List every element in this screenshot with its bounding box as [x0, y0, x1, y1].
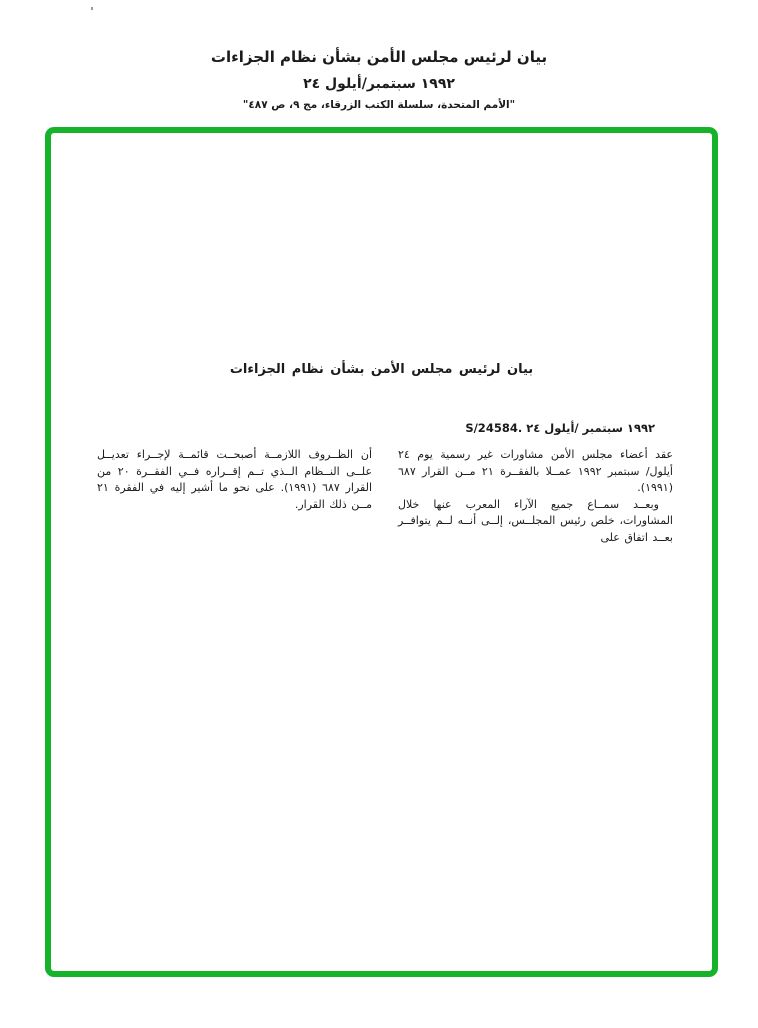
header-title: بيان لرئيس مجلس الأمن بشأن نظام الجزاءات: [210, 48, 548, 66]
document-green-frame: [45, 127, 718, 977]
text-segment: /: [574, 421, 583, 435]
document-body: [97, 447, 673, 546]
header-date-line: [0, 76, 758, 92]
paragraph: وبعــد سمــاع جميع الآراء المعرب عنها خلال المشاورات، خلص رئيس المجلــس، إلــى أنــه لــم يتوافــر بعــد اتفاق على: [398, 497, 673, 544]
text-segment: ١٩٩٢: [622, 421, 655, 435]
document-symbol-date-line: [465, 421, 655, 435]
header-source-citation: "الأمم المتحدة، سلسلة الكتب الزرقاء، مج ٩، ص ٤٨٧": [242, 99, 516, 111]
scan-artifact-dot: [91, 7, 93, 10]
text-segment: أيلول: [544, 421, 575, 435]
text-segment: /: [361, 76, 367, 92]
text-segment: S/24584.: [465, 421, 527, 435]
column-left: [97, 447, 372, 546]
document-title: بيان لرئيس مجلس الأمن بشأن نظام الجزاءات: [229, 362, 534, 377]
text-segment: ٢٤: [526, 421, 545, 435]
text-segment: ٢٤: [303, 76, 326, 92]
paragraph: عقد أعضاء مجلس الأمن مشاورات غير رسمية يوم ٢٤ أيلول/ سبتمبر ١٩٩٢ عمــلا بالفقــرة ٢١ مــن القرار ٦٨٧ (١٩٩١).: [398, 448, 673, 494]
text-segment: أيلول: [325, 76, 362, 92]
column-right: [398, 447, 673, 546]
paragraph: أن الظــروف اللازمــة أصبحــت قائمــة لإجــراء تعديــل علــى النــظام الــذي تــم إقــراره فــي الفقــرة ٢٠ من القرار ٦٨٧ (١٩٩١). على نحو ما أشير إليه في الفقرة ٢١ مــن ذلك القرار.: [97, 448, 373, 511]
text-segment: ١٩٩٢: [415, 76, 455, 92]
text-segment: سبتمبر: [366, 76, 416, 92]
text-segment: سبتمبر: [582, 421, 623, 435]
